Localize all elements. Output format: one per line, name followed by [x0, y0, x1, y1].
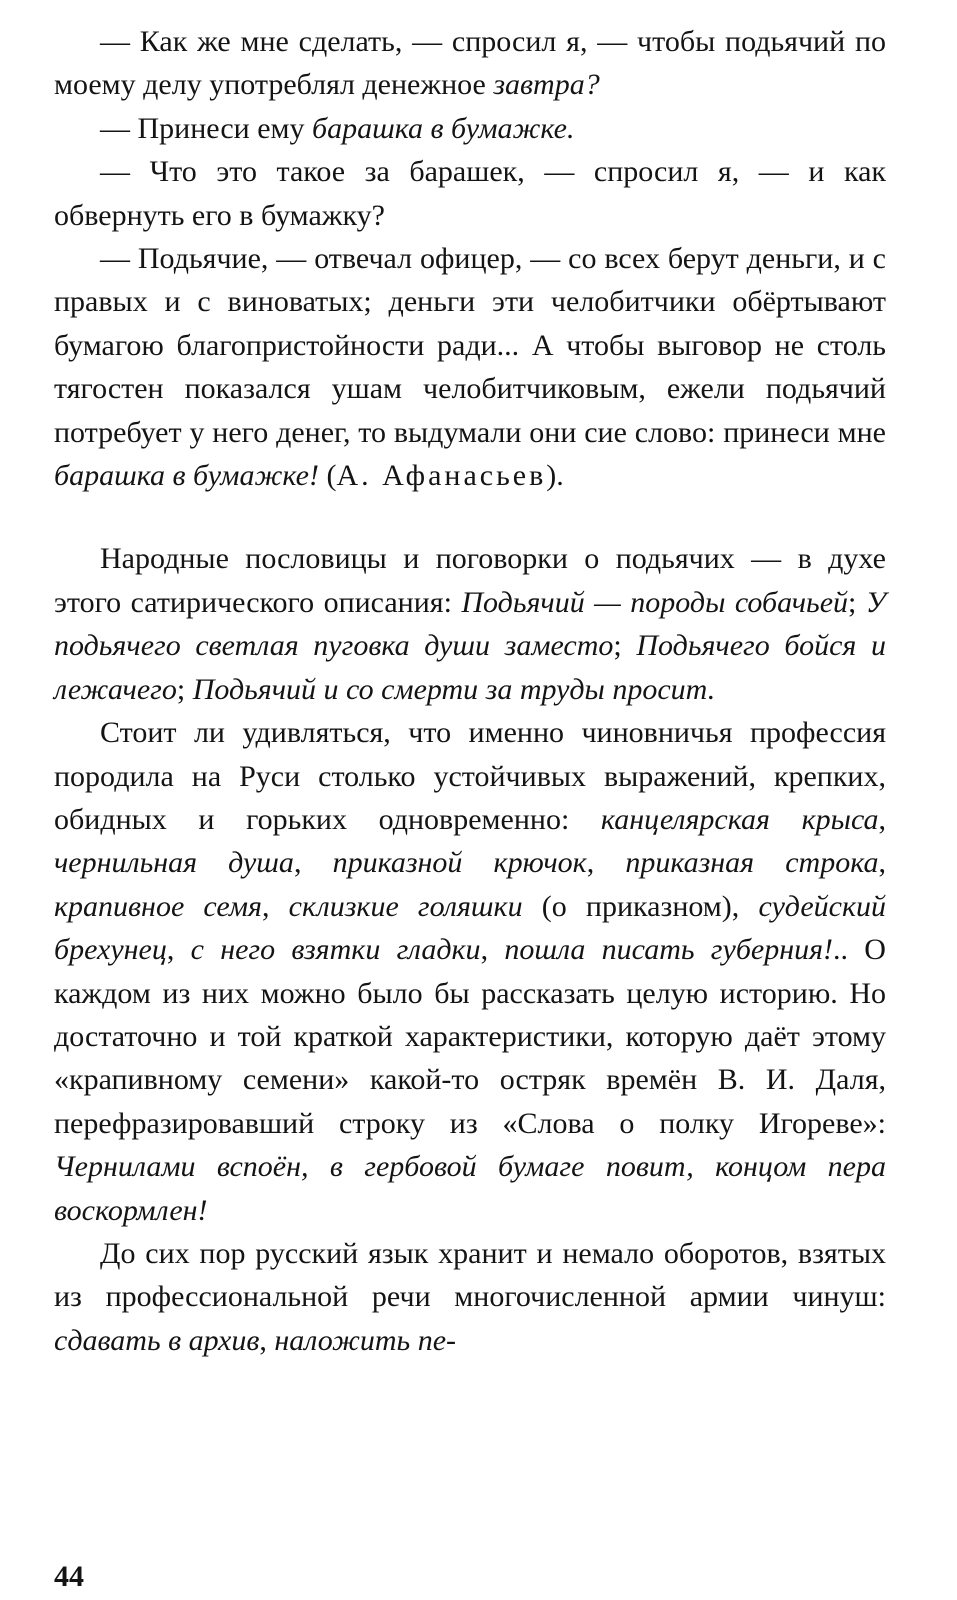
- text-run: ,: [586, 846, 626, 880]
- paragraph: [54, 150, 886, 237]
- italic-phrase: Подьячий — породы собачьей: [461, 585, 849, 619]
- text-run: ,: [480, 933, 505, 967]
- italic-phrase: приказной крючок: [332, 846, 587, 880]
- paragraph: [54, 711, 886, 1232]
- paragraph: [54, 1232, 886, 1362]
- italic-phrase: Чернилами вспоён, в гербовой бумаге повит, концом пера воскормлен!: [54, 1150, 886, 1227]
- italic-phrase: Подьячего бойся и лежачего: [54, 629, 886, 706]
- text-run: (о приказном),: [522, 889, 759, 923]
- page-number: 44: [54, 1560, 84, 1593]
- body-block: [54, 537, 886, 1362]
- text-run: — Подьячие, — отвечал офицер, — со всех берут деньги, и с правых и с виноватых; деньги эти челобитчики обёртывают бумагою благопристойности ради... А чтобы выговор не столь тягостен показался ушам челобитчиковым, ежели подьячий потребует у него денег, то выдумали они сие слово: принеси мне: [54, 242, 886, 449]
- text-run: ;: [613, 629, 637, 663]
- italic-phrase: склизкие голяшки: [288, 889, 523, 923]
- text-run: .. О каждом из них можно было бы рассказать целую историю. Но достаточно и той краткой характеристики, которую даёт этому «крапивному семени» какой-то остряк времён В. И. Даля, перефразировавший строку из «Слова о полку Игореве»:: [54, 933, 886, 1140]
- italic-phrase: сдавать в архив: [54, 1323, 260, 1357]
- italic-phrase: приказная строка: [625, 846, 879, 880]
- text-run: ,: [259, 1323, 275, 1357]
- dialogue-block: [54, 20, 886, 497]
- text-run: ).: [546, 459, 564, 493]
- paragraph: [54, 237, 886, 497]
- text-run: Народные пословицы и поговорки о подьячих — в духе этого сатирического описания:: [54, 542, 886, 619]
- text-run: — Что это такое за барашек, — спросил я, — и как обвернуть его в бумажку?: [54, 155, 886, 232]
- italic-phrase: барашка в бумажке!: [54, 459, 319, 493]
- text-run: ,: [293, 846, 333, 880]
- text-run: (: [318, 459, 337, 493]
- italic-phrase: крапивное семя: [54, 889, 262, 923]
- paragraph: [54, 20, 886, 107]
- text-run: А. Афанасьев: [336, 459, 547, 493]
- text-run: ;: [176, 672, 193, 706]
- paragraph: [54, 537, 886, 711]
- italic-phrase: с него взятки гладки: [190, 933, 481, 967]
- paragraph: [54, 107, 886, 150]
- text-run: — Принеси ему: [100, 111, 313, 145]
- italic-phrase: судейский брехунец: [54, 889, 886, 967]
- text-run: ,: [166, 933, 191, 967]
- text-run: До сих пор русский язык хранит и немало оборотов, взятых из профессиональной речи многочисленной армии чинуш:: [54, 1236, 886, 1314]
- italic-phrase: наложить пе-: [274, 1323, 457, 1357]
- text-run: Стоит ли удивляться, что именно чиновничья профессия породила на Руси столько устойчивых выражений, крепких, обидных и горьких одновременно:: [54, 716, 886, 836]
- page-text: [54, 20, 886, 1362]
- italic-phrase: завтра?: [493, 68, 600, 102]
- italic-phrase: пошла писать губерния!: [504, 933, 834, 967]
- italic-phrase: канцелярская крыса: [600, 802, 879, 836]
- text-run: ,: [262, 889, 289, 923]
- text-run: ,: [878, 846, 887, 880]
- text-run: ,: [878, 802, 886, 836]
- text-run: — Как же мне сделать, — спросил я, — чтобы подьячий по моему делу употреблял денежное: [54, 25, 886, 102]
- italic-phrase: Подьячий и со смерти за труды просит.: [192, 672, 716, 706]
- italic-phrase: барашка в бумажке.: [312, 111, 575, 145]
- section-gap: [54, 497, 886, 537]
- text-run: ;: [848, 585, 866, 619]
- italic-phrase: чернильная душа: [54, 846, 294, 880]
- italic-phrase: У подьячего светлая пуговка души заместо: [54, 585, 886, 663]
